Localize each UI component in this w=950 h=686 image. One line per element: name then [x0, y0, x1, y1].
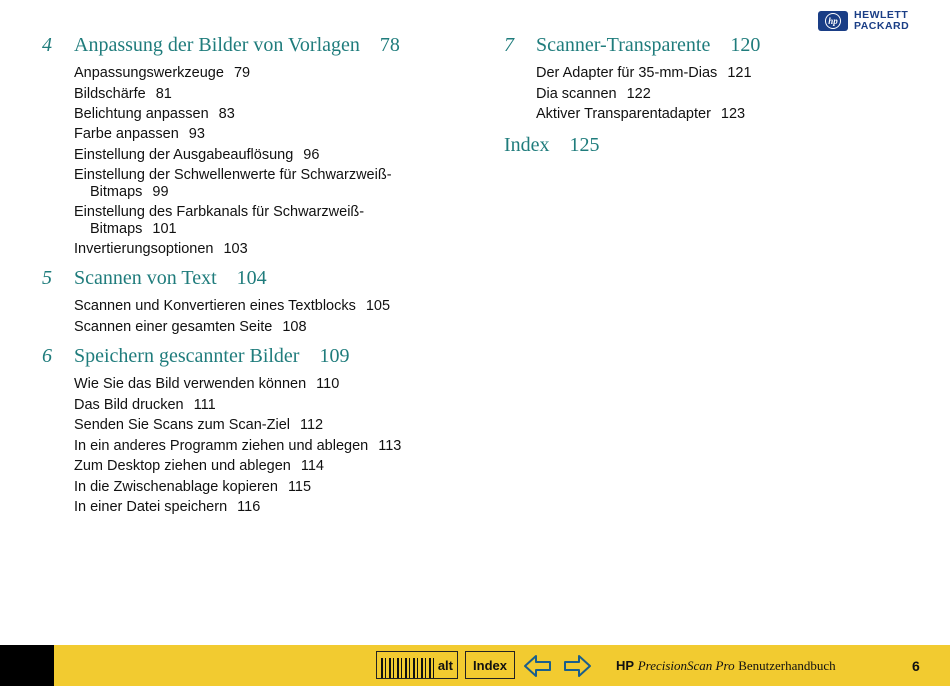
toc-entry[interactable]: Senden Sie Scans zum Scan-Ziel 112 — [74, 417, 324, 433]
toc-entry[interactable]: Dia scannen 122 — [536, 86, 651, 102]
toc-entry[interactable]: Anpassungswerkzeuge 79 — [74, 65, 251, 81]
chapter-title: Anpassung der Bilder von Vorlagen 78 — [74, 34, 400, 56]
hp-badge-icon: hp — [818, 11, 848, 31]
left-arrow-icon[interactable] — [523, 653, 553, 679]
chapter-title: Scanner-Transparente 120 — [536, 34, 761, 56]
toc-entry[interactable]: In ein anderes Programm ziehen und ablegen 113 — [74, 438, 402, 454]
footer-black-block — [0, 645, 54, 686]
toc-entry[interactable]: Der Adapter für 35-mm-Dias 121 — [536, 65, 752, 81]
toc-entry[interactable]: Aktiver Transparentadapter 123 — [536, 106, 746, 122]
toc-entry[interactable]: In die Zwischenablage kopieren 115 — [74, 479, 312, 495]
toc-entry[interactable]: Scannen und Konvertieren eines Textblocks 105 — [74, 298, 391, 314]
chapter-title: Index 125 — [504, 134, 600, 156]
toc-entry[interactable]: Einstellung der Ausgabeauflösung 96 — [74, 147, 320, 163]
chapter-title: Speichern gescannter Bilder 109 — [74, 345, 350, 367]
chapter-number: 6 — [42, 345, 52, 367]
toc-entry[interactable]: Bildschärfe 81 — [74, 86, 172, 102]
chapter-number: 4 — [42, 34, 52, 56]
toc-entry[interactable]: Belichtung anpassen 83 — [74, 106, 235, 122]
chapter-number: 7 — [504, 34, 514, 56]
toc-entry[interactable]: Invertierungsoptionen 103 — [74, 241, 248, 257]
page-number: 6 — [912, 658, 920, 674]
toc-entry[interactable]: In einer Datei speichern 116 — [74, 499, 261, 515]
contents-button[interactable]: alt — [376, 651, 458, 679]
document-title: HP PrecisionScan Pro Benutzerhandbuch — [616, 658, 836, 673]
toc-entry[interactable]: Farbe anpassen 93 — [74, 126, 205, 142]
toc-entry[interactable]: Einstellung der Schwellenwerte für Schwarzweiß- Bitmaps 99 — [74, 167, 392, 200]
chapter-number: 5 — [42, 267, 52, 289]
toc-entry[interactable]: Zum Desktop ziehen und ablegen 114 — [74, 458, 324, 474]
chapter-title: Scannen von Text 104 — [74, 267, 267, 289]
toc-entry[interactable]: Wie Sie das Bild verwenden können 110 — [74, 376, 340, 392]
toc-entry[interactable]: Einstellung des Farbkanals für Schwarzweiß- Bitmaps 101 — [74, 204, 365, 237]
toc-entry[interactable]: Das Bild drucken 111 — [74, 397, 216, 413]
right-arrow-icon[interactable] — [562, 653, 592, 679]
footer-bar — [0, 645, 950, 686]
toc-entry[interactable]: Scannen einer gesamten Seite 108 — [74, 319, 307, 335]
barcode-graphic — [381, 658, 436, 679]
hewlett-packard-logo: hp HEWLETT PACKARD — [818, 10, 909, 32]
index-button[interactable]: Index — [465, 651, 515, 679]
